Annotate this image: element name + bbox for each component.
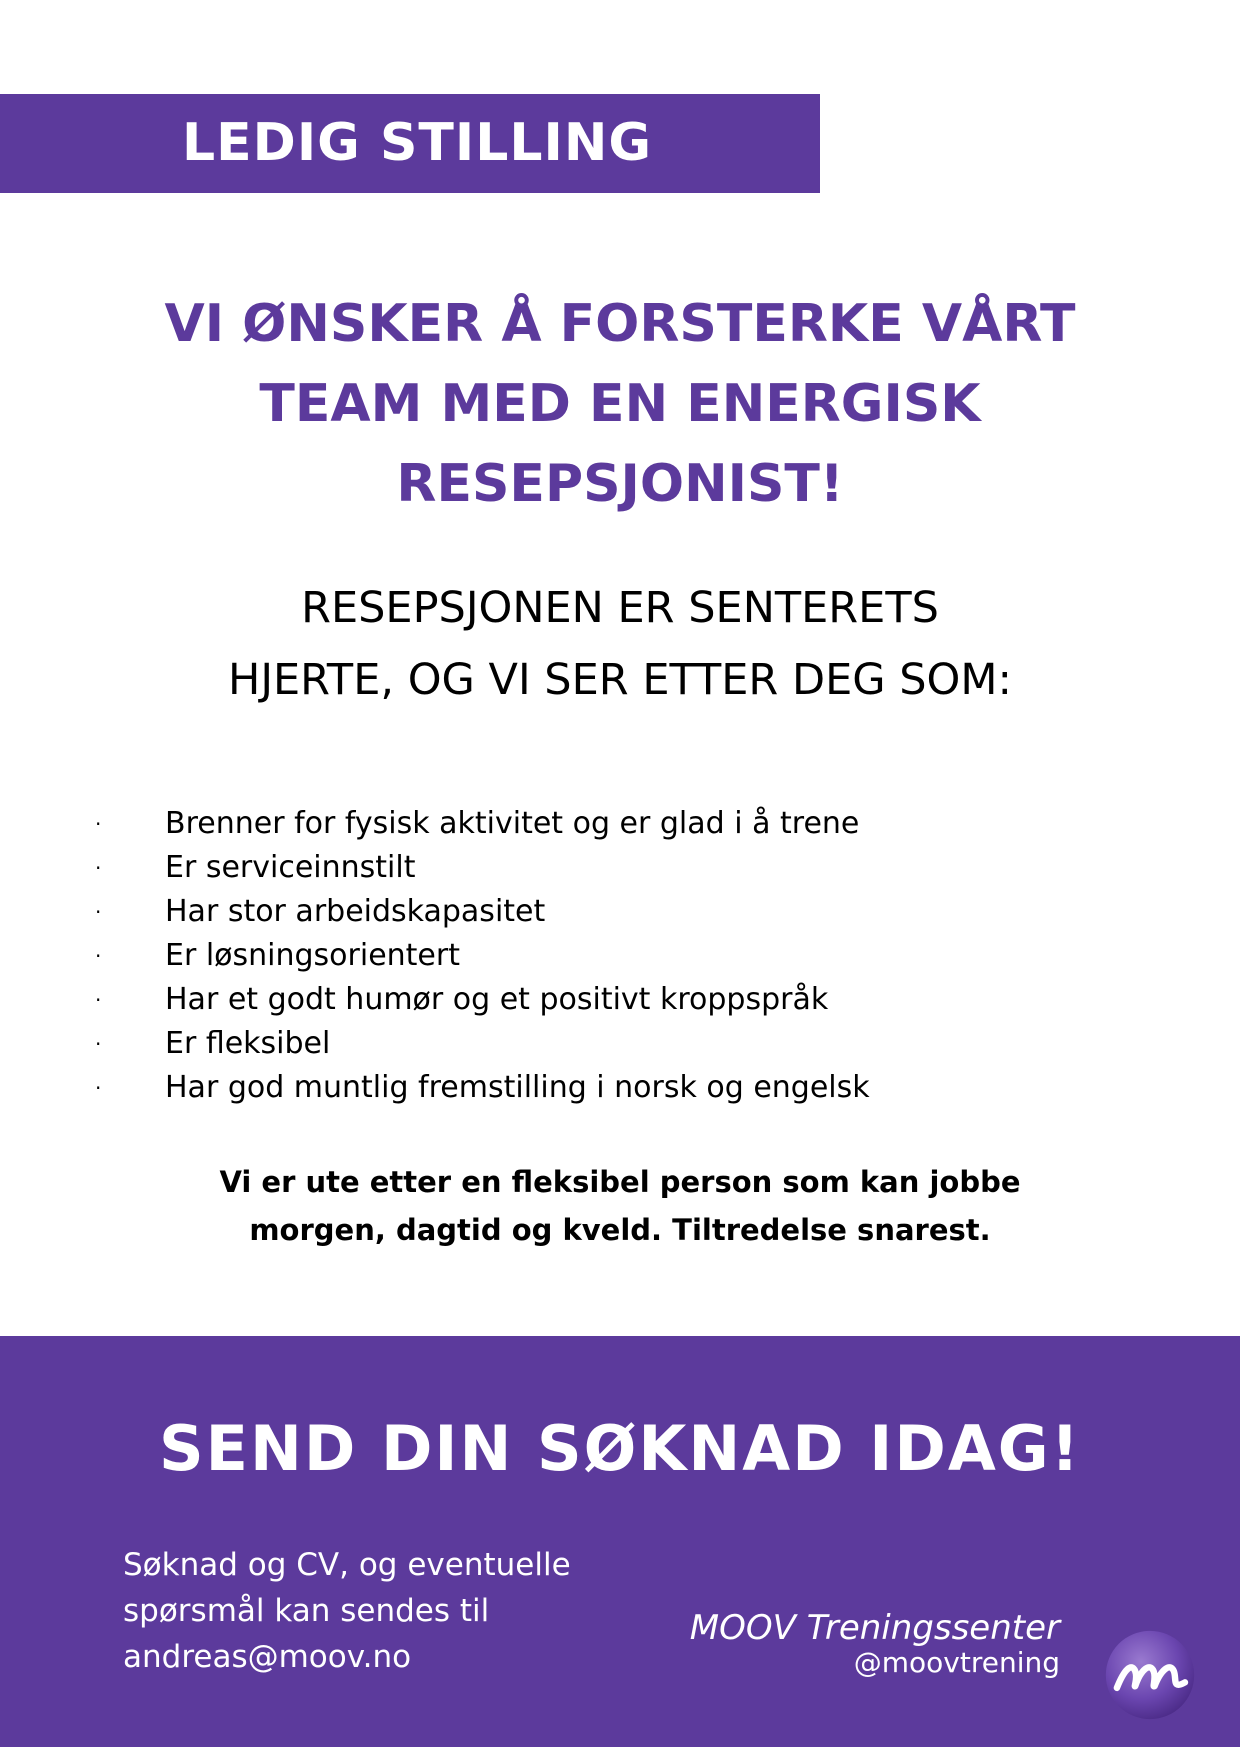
list-item-text: Har god muntlig fremstilling i norsk og engelsk bbox=[165, 1070, 870, 1105]
requirements-list bbox=[95, 802, 1155, 1110]
subheading bbox=[60, 572, 1180, 716]
list-item-text: Brenner for fysisk aktivitet og er glad i å trene bbox=[165, 806, 860, 841]
list-item-text: Har et godt humør og et positivt kroppspråk bbox=[165, 982, 829, 1017]
list-item bbox=[95, 1022, 1155, 1066]
bullet-icon: · bbox=[95, 944, 102, 968]
bullet-icon: · bbox=[95, 1032, 102, 1056]
contact-email[interactable]: andreas@moov.no bbox=[123, 1639, 412, 1675]
availability-note bbox=[60, 1158, 1180, 1254]
list-item-text: Er fleksibel bbox=[165, 1026, 331, 1061]
contact-info bbox=[123, 1542, 571, 1680]
headline-line: TEAM MED EN ENERGISK bbox=[259, 374, 981, 434]
brand-handle: @moovtrening bbox=[853, 1646, 1060, 1679]
subheading-line: RESEPSJONEN ER SENTERETS bbox=[301, 583, 939, 633]
list-item bbox=[95, 934, 1155, 978]
title-banner bbox=[0, 94, 820, 193]
footer-panel bbox=[0, 1336, 1240, 1747]
note-line: morgen, dagtid og kveld. Tiltredelse snarest. bbox=[249, 1213, 991, 1247]
list-item bbox=[95, 1066, 1155, 1110]
contact-line: Søknad og CV, og eventuelle bbox=[123, 1547, 571, 1583]
list-item-text: Har stor arbeidskapasitet bbox=[165, 894, 546, 929]
call-to-action: SEND DIN SØKNAD IDAG! bbox=[159, 1412, 1081, 1485]
list-item-text: Er løsningsorientert bbox=[165, 938, 460, 973]
headline-line: RESEPSJONIST! bbox=[396, 454, 844, 514]
headline-line: VI ØNSKER Å FORSTERKE VÅRT bbox=[164, 294, 1076, 354]
headline bbox=[60, 284, 1180, 524]
list-item bbox=[95, 890, 1155, 934]
list-item bbox=[95, 978, 1155, 1022]
banner-title: LEDIG STILLING bbox=[182, 113, 653, 173]
bullet-icon: · bbox=[95, 988, 102, 1012]
brand-block bbox=[650, 1608, 1060, 1678]
note-line: Vi er ute etter en fleksibel person som kan jobbe bbox=[219, 1165, 1021, 1199]
list-item-text: Er serviceinnstilt bbox=[165, 850, 416, 885]
bullet-icon: · bbox=[95, 1076, 102, 1100]
contact-line: spørsmål kan sendes til bbox=[123, 1593, 490, 1629]
moov-logo-icon bbox=[1104, 1629, 1196, 1721]
bullet-icon: · bbox=[95, 812, 102, 836]
bullet-icon: · bbox=[95, 900, 102, 924]
subheading-line: HJERTE, OG VI SER ETTER DEG SOM: bbox=[228, 655, 1012, 705]
brand-name: MOOV Treningssenter bbox=[689, 1608, 1060, 1648]
list-item bbox=[95, 802, 1155, 846]
bullet-icon: · bbox=[95, 856, 102, 880]
list-item bbox=[95, 846, 1155, 890]
